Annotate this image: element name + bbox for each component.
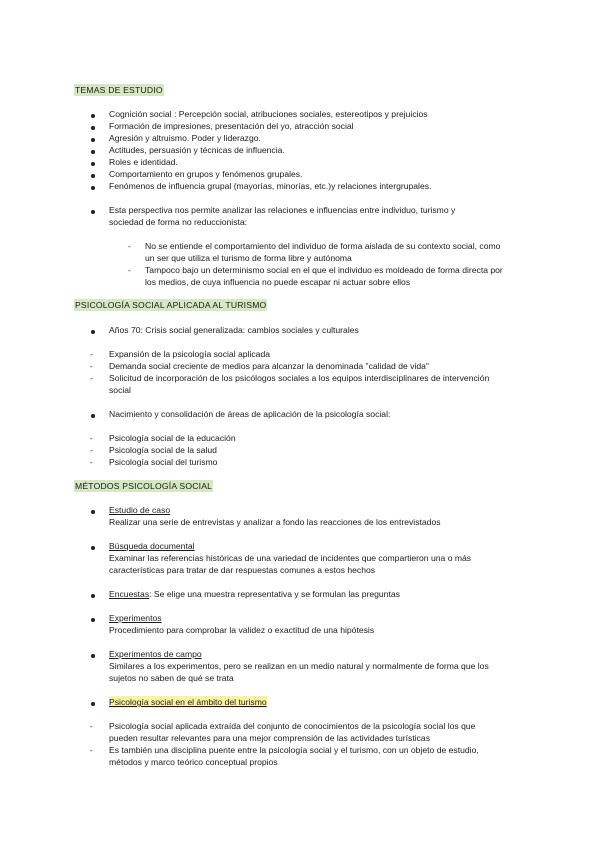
bullet-icon [91,174,95,178]
list-item: Años 70: Crisis social generalizada: cambios sociales y culturales [109,325,359,335]
dash-item: Psicología social de la salud [109,445,217,455]
dash-icon: - [90,721,93,731]
bullet-icon [91,510,95,514]
list-item: Agresión y altruismo. Poder y liderazgo. [109,133,261,143]
method-desc: Similares a los experimentos, pero se realizan en un medio natural y normalmente de forma que los [109,661,489,671]
list-item: Roles e identidad. [109,157,178,167]
bullet-icon [91,594,95,598]
dash-item: Psicología social de la educación [109,433,236,443]
bullet-icon [91,126,95,130]
method-title: Experimentos [109,613,162,623]
method-desc: sujetos no saben de qué se trata [109,673,234,683]
method-desc: Procedimiento para comprobar la validez o exactitud de una hipótesis [109,625,375,635]
sub-item: los medios, de cuya influencia no puede escapar ni actuar sobre ellos [145,277,411,287]
method-desc: Realizar una serie de entrevistas y analizar a fondo las reacciones de los entrevistados [109,517,441,527]
list-item: Cognición social : Percepción social, atribuciones sociales, estereotipos y prejuicios [109,109,428,119]
dash-icon: - [90,433,93,443]
dash-item: Expansión de la psicología social aplicada [109,349,270,359]
bullet-icon [91,654,95,658]
bullet-icon [91,414,95,418]
bullet-icon [91,546,95,550]
sub-item: un ser que utiliza el turismo de forma libre y autónoma [145,253,352,263]
sub-item: Tampoco bajo un determinismo social en el que el individuo es moldeado de forma directa por [145,265,503,275]
dash-item: pueden resultar relevantes para una mejor comprensión de las actividades turísticas [109,733,431,743]
method-title: Encuestas [109,589,150,599]
perspective-text: Esta perspectiva nos permite analizar las relaciones e influencias entre individuo, turismo y [109,205,456,215]
sub-item: No se entiende el comportamiento del individuo de forma aislada de su contexto social, como [145,241,501,251]
dash-item: social [109,385,131,395]
method-title: Experimentos de campo [109,649,202,659]
dash-icon: - [90,457,93,467]
bullet-icon [91,186,95,190]
bullet-icon [91,330,95,334]
heading-temas-de-estudio: TEMAS DE ESTUDIO [75,85,163,95]
heading-psicologia-aplicada: PSICOLOGÍA SOCIAL APLICADA AL TURISMO [75,300,267,310]
bullet-icon [91,114,95,118]
dash-item: Es también una disciplina puente entre la psicología social y el turismo, con un objeto de estudio, [109,745,479,755]
dash-icon: - [128,265,131,275]
method-title: Búsqueda documental [109,541,195,551]
perspective-text: sociedad de forma no reduccionista: [109,217,248,227]
list-item: Comportamiento en grupos y fenómenos grupales. [109,169,303,179]
highlighted-topic: Psicología social en el ámbito del turismo [109,697,267,707]
list-item: Fenómenos de influencia grupal (mayorías, minorías, etc.)y relaciones intergrupales. [109,181,432,191]
method-encuestas [109,588,400,600]
bullet-icon [91,210,95,214]
bullet-icon [91,150,95,154]
heading-metodos: MÉTODOS PSICOLOGÍA SOCIAL [75,481,213,491]
bullet-icon [91,702,95,706]
dash-item: Solicitud de incorporación de los psicólogos sociales a los equipos interdisciplinares de intervención [109,373,490,383]
list-item: Formación de impresiones, presentación del yo, atracción social [109,121,354,131]
bullet-icon [91,618,95,622]
method-title: Estudio de caso [109,505,171,515]
bullet-icon [91,138,95,142]
dash-icon: - [128,241,131,251]
method-desc: : Se elige una muestra representativa y se formulan las preguntas [149,589,400,599]
dash-icon: - [90,745,93,755]
dash-icon: - [90,361,93,371]
list-item: Nacimiento y consolidación de áreas de aplicación de la psicología social: [109,409,391,419]
method-desc: Examinar las referencias históricas de una variedad de incidentes que compartieron una o más [109,553,472,563]
dash-item: Psicología social del turismo [109,457,218,467]
list-item: Actitudes, persuasión y técnicas de influencia. [109,145,285,155]
dash-icon: - [90,373,93,383]
dash-item: métodos y marco teórico conceptual propios [109,757,278,767]
method-desc: características para tratar de dar respuestas comunes a estos hechos [109,565,376,575]
dash-item: Psicología social aplicada extraída del conjunto de conocimientos de la psicología social los que [109,721,476,731]
bullet-icon [91,162,95,166]
dash-icon: - [90,445,93,455]
dash-icon: - [90,349,93,359]
dash-item: Demanda social creciente de medios para alcanzar la denominada "calidad de vida" [109,361,429,371]
